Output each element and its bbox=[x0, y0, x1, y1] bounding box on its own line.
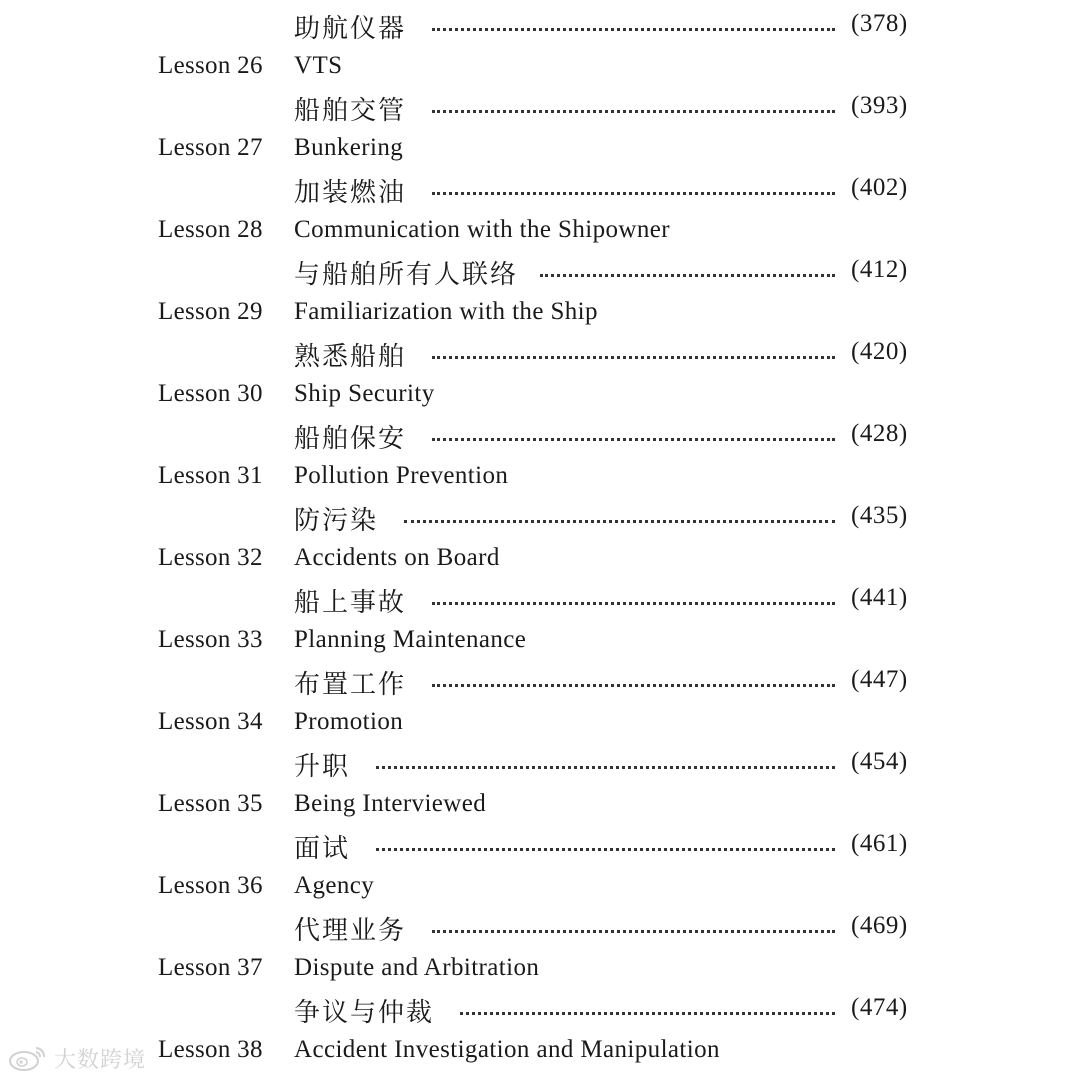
toc-page-number: (447) bbox=[851, 666, 908, 693]
lesson-number: Lesson 33 bbox=[158, 626, 263, 653]
dot-leader bbox=[432, 110, 835, 113]
lesson-number: Lesson 32 bbox=[158, 544, 263, 571]
lesson-english-title: Ship Security bbox=[294, 380, 435, 407]
lesson-number: Lesson 30 bbox=[158, 380, 263, 407]
toc-zh-title: 升职 bbox=[294, 752, 351, 782]
toc-zh-title: 争议与仲裁 bbox=[294, 998, 435, 1028]
watermark-text: 大数跨境 bbox=[54, 1047, 147, 1073]
lesson-english-title: Agency bbox=[294, 872, 375, 899]
toc-lesson-row bbox=[0, 950, 1080, 990]
lesson-number: Lesson 26 bbox=[158, 52, 263, 79]
toc-zh-row bbox=[0, 580, 1080, 620]
dot-leader bbox=[432, 684, 835, 687]
dot-leader bbox=[432, 192, 835, 195]
toc-lesson-row bbox=[0, 704, 1080, 744]
toc-zh-row bbox=[0, 744, 1080, 784]
toc-zh-row bbox=[0, 252, 1080, 292]
dot-leader bbox=[432, 28, 835, 31]
toc-zh-title: 与船舶所有人联络 bbox=[294, 260, 519, 290]
dot-leader bbox=[376, 848, 835, 851]
toc-lesson-row bbox=[0, 786, 1080, 826]
toc-page-number: (435) bbox=[851, 502, 908, 529]
toc-page-number: (454) bbox=[851, 748, 908, 775]
toc-lesson-row bbox=[0, 48, 1080, 88]
toc-zh-title: 防污染 bbox=[294, 506, 379, 536]
toc-page-number: (469) bbox=[851, 912, 908, 939]
toc-page-number: (378) bbox=[851, 10, 908, 37]
weibo-logo-icon bbox=[8, 1045, 48, 1071]
toc-zh-row bbox=[0, 88, 1080, 128]
toc-zh-row bbox=[0, 334, 1080, 374]
toc-page-number: (393) bbox=[851, 92, 908, 119]
dot-leader bbox=[404, 520, 835, 523]
toc-lesson-row bbox=[0, 1032, 1080, 1072]
toc-zh-title: 助航仪器 bbox=[294, 14, 407, 44]
toc-lesson-row bbox=[0, 868, 1080, 908]
toc-page-number: (474) bbox=[851, 994, 908, 1021]
toc-lesson-row bbox=[0, 376, 1080, 416]
toc-page-number: (412) bbox=[851, 256, 908, 283]
toc-zh-row bbox=[0, 416, 1080, 456]
lesson-english-title: Promotion bbox=[294, 708, 404, 735]
lesson-number: Lesson 31 bbox=[158, 462, 263, 489]
dot-leader bbox=[432, 438, 835, 441]
dot-leader bbox=[432, 602, 835, 605]
lesson-english-title: Being Interviewed bbox=[294, 790, 487, 817]
lesson-number: Lesson 35 bbox=[158, 790, 263, 817]
toc-zh-title: 船舶交管 bbox=[294, 96, 407, 126]
toc-lesson-row bbox=[0, 212, 1080, 252]
dot-leader bbox=[460, 1012, 835, 1015]
toc-lesson-row bbox=[0, 540, 1080, 580]
dot-leader bbox=[432, 930, 835, 933]
lesson-english-title: Planning Maintenance bbox=[294, 626, 527, 653]
lesson-english-title: Dispute and Arbitration bbox=[294, 954, 540, 981]
toc-zh-title: 加装燃油 bbox=[294, 178, 407, 208]
toc-lesson-row bbox=[0, 458, 1080, 498]
toc-page-number: (428) bbox=[851, 420, 908, 447]
lesson-number: Lesson 37 bbox=[158, 954, 263, 981]
lesson-english-title: VTS bbox=[294, 52, 343, 79]
lesson-number: Lesson 38 bbox=[158, 1036, 263, 1063]
lesson-number: Lesson 34 bbox=[158, 708, 263, 735]
lesson-number: Lesson 29 bbox=[158, 298, 263, 325]
lesson-english-title: Bunkering bbox=[294, 134, 404, 161]
lesson-english-title: Pollution Prevention bbox=[294, 462, 509, 489]
lesson-english-title: Familiarization with the Ship bbox=[294, 298, 598, 325]
lesson-english-title: Communication with the Shipowner bbox=[294, 216, 670, 243]
toc-lesson-row bbox=[0, 130, 1080, 170]
toc-page-number: (402) bbox=[851, 174, 908, 201]
toc-lesson-row bbox=[0, 294, 1080, 334]
toc-zh-row bbox=[0, 662, 1080, 702]
toc-page-number: (441) bbox=[851, 584, 908, 611]
lesson-number: Lesson 27 bbox=[158, 134, 263, 161]
toc-zh-title: 代理业务 bbox=[294, 916, 407, 946]
toc-zh-row bbox=[0, 990, 1080, 1030]
toc-zh-row bbox=[0, 908, 1080, 948]
toc-zh-row bbox=[0, 826, 1080, 866]
watermark bbox=[8, 1040, 146, 1076]
toc-lesson-row bbox=[0, 622, 1080, 662]
toc-zh-title: 面试 bbox=[294, 834, 351, 864]
dot-leader bbox=[376, 766, 835, 769]
dot-leader bbox=[540, 274, 835, 277]
lesson-english-title: Accidents on Board bbox=[294, 544, 500, 571]
toc-zh-title: 船上事故 bbox=[294, 588, 407, 618]
toc-zh-title: 熟悉船舶 bbox=[294, 342, 407, 372]
toc-zh-row bbox=[0, 498, 1080, 538]
toc-page-number: (461) bbox=[851, 830, 908, 857]
dot-leader bbox=[432, 356, 835, 359]
toc-zh-row bbox=[0, 170, 1080, 210]
toc-page-number: (420) bbox=[851, 338, 908, 365]
toc-zh-row bbox=[0, 6, 1080, 46]
lesson-number: Lesson 28 bbox=[158, 216, 263, 243]
lesson-english-title: Accident Investigation and Manipulation bbox=[294, 1036, 720, 1063]
toc-zh-title: 船舶保安 bbox=[294, 424, 407, 454]
toc-zh-title: 布置工作 bbox=[294, 670, 407, 700]
lesson-number: Lesson 36 bbox=[158, 872, 263, 899]
